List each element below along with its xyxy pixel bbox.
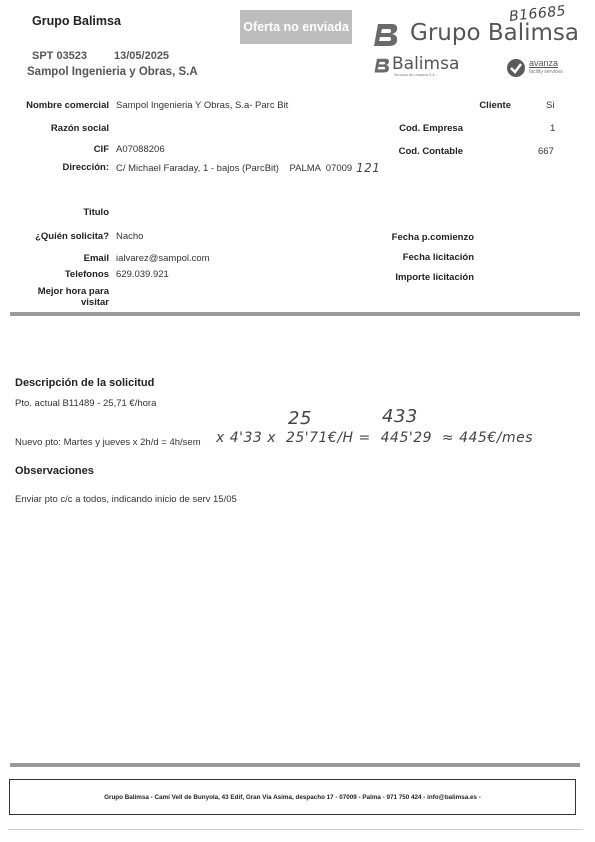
handwritten-top-value-2: 433 (382, 406, 418, 427)
field-value-cliente: Si (546, 100, 555, 111)
section-divider-bottom (10, 763, 580, 767)
field-label-mejor-hora: Mejor hora para visitar (37, 286, 109, 308)
footer-box (9, 779, 576, 815)
main-logo-text: Grupo Balimsa (410, 20, 579, 46)
status-badge-label: Oferta no enviada (243, 20, 349, 34)
address-handwritten-edit: 121 (356, 161, 381, 175)
field-value-nombre-comercial: Sampol Ingenieria Y Obras, S.a- Parc Bit (116, 100, 289, 111)
section-divider-top (10, 312, 580, 316)
secondary-logo-subtext: Servicios de Limpieza S.A. (394, 73, 436, 77)
secondary-logo-text: Balimsa (392, 54, 460, 74)
description-line-1: Pto. actual B11489 - 25,71 €/hora (15, 398, 157, 409)
field-label-direccion: Dirección: (62, 162, 109, 173)
handwritten-calculation: x 4'33 x 25'71€/H = 445'29 ≈ 445€/mes (216, 430, 534, 446)
field-label-cliente: Cliente (479, 100, 511, 111)
field-value-email: ialvarez@sampol.com (116, 253, 210, 264)
footer-shadow-line (8, 829, 583, 830)
field-label-telefonos: Telefonos (64, 269, 109, 280)
field-label-razon-social: Razón social (50, 123, 109, 134)
company-name: Grupo Balimsa (32, 14, 121, 28)
balimsa-b-icon (370, 20, 402, 48)
field-label-nombre-comercial: Nombre comercial (26, 100, 109, 111)
balimsa-small-b-icon (372, 56, 392, 74)
field-label-cod-empresa: Cod. Empresa (399, 123, 463, 134)
field-label-fecha-comienzo: Fecha p.comienzo (391, 232, 474, 243)
avanza-logo (506, 58, 578, 80)
field-value-telefonos: 629.039.921 (116, 269, 169, 280)
description-line-2: Nuevo pto: Martes y jueves x 2h/d = 4h/sem (15, 437, 201, 448)
balimsa-logo (372, 56, 472, 80)
observations-heading: Observaciones (15, 465, 94, 477)
field-label-email: Email (83, 253, 109, 264)
avanza-subtext: facility services (529, 69, 563, 75)
handwritten-reference: B16685 (508, 3, 567, 25)
avanza-check-icon (506, 58, 526, 78)
field-label-titulo: Titulo (83, 207, 109, 218)
grupo-balimsa-logo (370, 20, 580, 50)
description-heading: Descripción de la solicitud (15, 377, 155, 389)
field-value-cod-contable: 667 (538, 146, 554, 157)
request-date: 13/05/2025 (114, 50, 170, 62)
field-value-cod-empresa: 1 (550, 123, 556, 134)
footer-text: Grupo Balimsa - Camí Vell de Bunyola, 43 Edif, Gran Via Asima, despacho 17 - 07009 - Palma - 971 750 424 - info@balimsa.es - (104, 793, 481, 801)
observations-text: Enviar pto c/c a todos, indicando inicio de serv 15/05 (15, 494, 237, 505)
field-label-cod-contable: Cod. Contable (398, 146, 463, 157)
field-label-quien-solicita: ¿Quién solicita? (35, 231, 109, 242)
field-label-fecha-licitacion: Fecha licitación (402, 252, 474, 263)
field-label-cif: CIF (93, 144, 109, 155)
handwritten-top-value-1: 25 (288, 408, 312, 429)
field-value-quien-solicita: Nacho (116, 231, 144, 242)
client-title: Sampol Ingenieria y Obras, S.A (27, 66, 198, 78)
field-value-cif: A07088206 (116, 144, 165, 155)
field-label-importe-licitacion: Importe licitación (395, 272, 474, 283)
field-value-direccion: C/ Michael Faraday, 1 - bajos (ParcBit) PALMA 07009 (116, 163, 353, 174)
status-badge (240, 10, 352, 44)
avanza-text: avanza (529, 58, 559, 68)
spt-number: SPT 03523 (32, 50, 88, 62)
